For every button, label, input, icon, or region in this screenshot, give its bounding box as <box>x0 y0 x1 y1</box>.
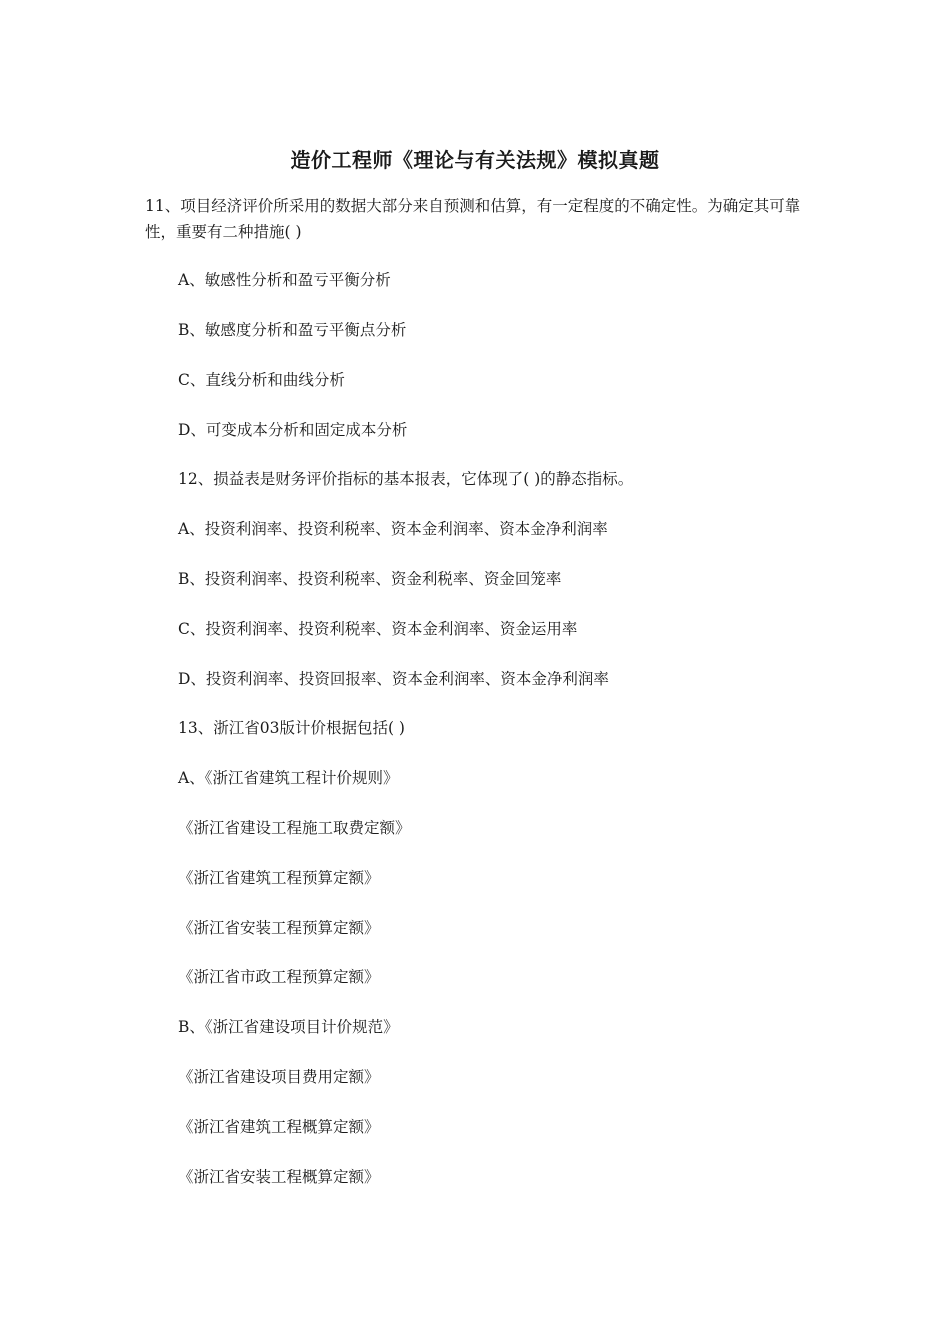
question-11-stem: 11、项目经济评价所采用的数据大部分来自预测和估算，有一定程度的不确定性。为确定其可靠性，重要有二种措施( ) <box>145 197 801 241</box>
question-12-option-d: D、投资利润率、投资回报率、资本金利润率、资本金净利润率 <box>178 670 609 688</box>
question-13-line: A、《浙江省建筑工程计价规则》 <box>178 769 399 787</box>
question-12-option-a: A、投资利润率、投资利税率、资本金利润率、资本金净利润率 <box>178 520 608 538</box>
question-13-stem: 13、浙江省03版计价根据包括( ) <box>178 719 405 737</box>
question-13-line: 《浙江省建筑工程概算定额》 <box>178 1118 380 1136</box>
question-13-line: 《浙江省建设工程施工取费定额》 <box>178 819 411 837</box>
question-11-option-a: A、敏感性分析和盈亏平衡分析 <box>178 271 391 289</box>
question-12-option-b: B、投资利润率、投资利税率、资金利税率、资金回笼率 <box>178 570 562 588</box>
question-13-line: 《浙江省建筑工程预算定额》 <box>178 869 380 887</box>
question-13-line: 《浙江省安装工程预算定额》 <box>178 919 380 937</box>
question-11-option-d: D、可变成本分析和固定成本分析 <box>178 421 408 439</box>
question-13-line: 《浙江省市政工程预算定额》 <box>178 968 380 986</box>
question-13-line: 《浙江省安装工程概算定额》 <box>178 1168 380 1186</box>
question-11-option-c: C、直线分析和曲线分析 <box>178 371 345 389</box>
question-12-option-c: C、投资利润率、投资利税率、资本金利润率、资金运用率 <box>178 620 578 638</box>
document-title: 造价工程师《理论与有关法规》模拟真题 <box>290 148 660 172</box>
question-12-stem: 12、损益表是财务评价指标的基本报表，它体现了( )的静态指标。 <box>178 470 634 488</box>
question-11-option-b: B、敏感度分析和盈亏平衡点分析 <box>178 321 407 339</box>
question-13-line: 《浙江省建设项目费用定额》 <box>178 1068 380 1086</box>
question-13-line: B、《浙江省建设项目计价规范》 <box>178 1018 399 1036</box>
